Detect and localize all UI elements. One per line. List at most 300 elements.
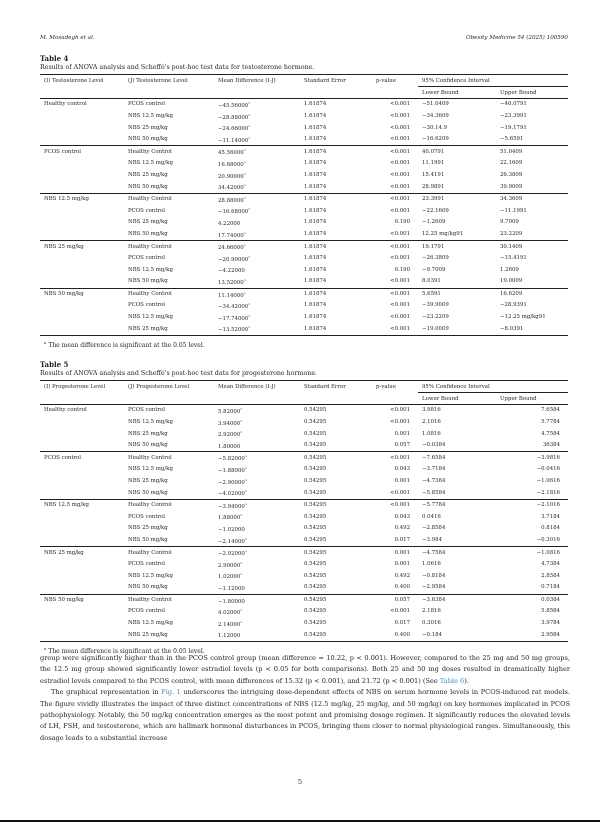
std-err-cell: 1.61874 [304, 255, 327, 262]
significance-marker: a [240, 513, 243, 518]
upper-bound-cell: −3.9816 [536, 454, 560, 461]
table-row [40, 300, 568, 312]
table-4-footnote: $^a$ The mean difference is significant at the 0.05 level. [44, 339, 205, 349]
mean-diff-cell: 2.90000$^a$ [218, 560, 243, 569]
upper-bound-cell: −5.6591 [496, 134, 568, 146]
std-err-cell: 0.54295 [304, 477, 327, 484]
j-level-cell: NBS 50 mg/kg [124, 535, 214, 547]
header-ci: 95% Confidence Interval [422, 383, 490, 390]
j-level-cell: Healthy Control [128, 502, 172, 509]
table-row [40, 618, 568, 630]
p-value-cell: <0.001 [390, 207, 410, 214]
header-mean-diff: Mean Difference (I-J) [218, 383, 276, 390]
significance-marker: a [248, 124, 251, 129]
p-value-cell: <0.001 [372, 134, 418, 146]
upper-bound-cell: 0.7184 [496, 582, 568, 594]
i-level-cell [40, 323, 124, 335]
j-level-cell: Healthy Control [128, 290, 172, 297]
p-value-cell: 0.001 [394, 430, 410, 437]
lower-bound-cell: 1.0816 [422, 430, 441, 437]
i-level-cell [40, 476, 124, 488]
mean-diff-cell: −16.68000$^a$ [218, 207, 251, 216]
significance-marker: a [240, 619, 243, 624]
header-std-err: Standard Error [304, 383, 346, 390]
i-level-cell: PCOS control [44, 454, 82, 461]
lower-bound-cell: 1.0616 [422, 561, 441, 568]
j-level-cell: NBS 50 mg/kg [124, 181, 214, 193]
j-level-cell: NBS 25 mg/kg [128, 525, 168, 532]
mean-diff-cell: 2.14000$^a$ [218, 619, 243, 628]
upper-bound-cell: 1.2609 [500, 266, 519, 273]
lower-bound-cell: −34.3609 [422, 112, 449, 119]
table-row [40, 487, 568, 499]
mean-diff-cell: −28.88000$^a$ [218, 112, 251, 121]
std-err-cell: 0.54295 [304, 430, 327, 437]
i-level-cell [40, 134, 124, 146]
p-value-cell: 0.001 [394, 477, 410, 484]
header-p-value: p-value [376, 77, 396, 84]
lower-bound-cell: −0.8184 [422, 572, 446, 579]
table-row [40, 217, 568, 229]
table-row [40, 606, 568, 618]
j-level-cell: PCOS control [128, 101, 166, 108]
lower-bound-cell: −7.6584 [422, 454, 446, 461]
lower-bound-cell: −23.2209 [422, 314, 449, 321]
table-row [40, 312, 568, 324]
table-row [40, 464, 568, 476]
lower-bound-cell: 5.6591 [422, 290, 441, 297]
page-number: 5 [297, 778, 303, 786]
p-value-cell: 0.057 [394, 596, 410, 603]
std-err-cell: 1.61874 [304, 196, 327, 203]
significance-marker: a [243, 171, 246, 176]
upper-bound-cell: 2.8584 [541, 572, 560, 579]
mean-diff-cell: 5.82000$^a$ [218, 407, 243, 415]
std-err-cell: 0.54295 [300, 487, 372, 499]
table-row [40, 181, 568, 193]
upper-bound-cell: −2.1816 [496, 487, 568, 499]
table-row [40, 323, 568, 335]
lower-bound-cell: −51.0409 [422, 101, 449, 108]
j-level-cell: NBS 25 mg/kg [128, 477, 168, 484]
p-value-cell: 0.190 [394, 219, 410, 226]
header-j-level: (J) Progesterone Level [128, 383, 190, 390]
std-err-cell: 1.61874 [304, 160, 327, 167]
p-value-cell: <0.001 [372, 323, 418, 335]
table-row [40, 629, 568, 641]
mean-diff-cell: −2.92000$^a$ [218, 549, 247, 557]
fig-1-link[interactable]: Fig. 1 [161, 688, 181, 697]
table-4-caption: Results of ANOVA analysis and Scheffé's post-hoc test data for testosterone hormone. [40, 64, 315, 71]
i-level-cell: NBS 12.5 mg/kg [44, 196, 89, 203]
mean-diff-cell: 24.66000$^a$ [218, 243, 246, 251]
significance-marker: a [243, 195, 246, 200]
std-err-cell: 0.54295 [304, 418, 327, 425]
lower-bound-cell: 40.0791 [422, 148, 445, 155]
std-err-cell: 1.61874 [304, 207, 327, 214]
j-level-cell: Healthy Control [128, 196, 172, 203]
upper-bound-cell: 16.6209 [500, 290, 523, 297]
significance-marker: a [248, 135, 251, 140]
j-level-cell: Healthy Control [128, 148, 172, 155]
j-level-cell: PCOS control [128, 207, 166, 214]
lower-bound-cell: −0.0384 [418, 440, 496, 452]
upper-bound-cell: −11.1991 [500, 207, 527, 214]
mean-diff-cell: 11.14000$^a$ [218, 290, 246, 299]
std-err-cell: 1.61874 [304, 243, 327, 250]
i-level-cell [40, 300, 124, 312]
lower-bound-cell: −3.6384 [422, 596, 446, 603]
i-level-cell [40, 170, 124, 182]
std-err-cell: 0.54295 [304, 620, 327, 627]
upper-bound-cell: 4.7584 [541, 430, 560, 437]
j-level-cell: NBS 12.5 mg/kg [128, 314, 173, 321]
i-level-cell [40, 253, 124, 265]
table-row [40, 288, 568, 300]
j-level-cell: Healthy Control [128, 596, 172, 603]
j-level-cell: NBS 50 mg/kg [124, 229, 214, 241]
p-value-cell: <0.001 [390, 171, 410, 178]
std-err-cell: 0.54295 [304, 454, 327, 461]
significance-marker: a [240, 572, 243, 577]
upper-bound-cell: −15.4191 [500, 255, 527, 262]
p-value-cell: 0.017 [372, 535, 418, 547]
p-value-cell: 0.492 [394, 525, 410, 532]
mean-diff-cell: 4.02000$^a$ [218, 608, 243, 616]
significance-marker: a [248, 313, 251, 318]
std-err-cell: 0.54295 [304, 549, 327, 556]
i-level-cell [40, 264, 124, 276]
j-level-cell: NBS 25 mg/kg [124, 323, 214, 335]
mean-diff-cell: 2.92000$^a$ [218, 430, 243, 438]
std-err-cell: 1.61874 [304, 219, 327, 226]
running-head [40, 35, 568, 41]
body-text [40, 653, 570, 744]
p-value-cell: 0.057 [372, 440, 418, 452]
i-level-cell [40, 417, 124, 429]
table-row [40, 452, 568, 464]
i-level-cell [40, 158, 124, 170]
table-row [40, 440, 568, 452]
table-row [40, 134, 568, 146]
table-row [40, 99, 568, 111]
table-row [40, 146, 568, 158]
lower-bound-cell: −0.184 [418, 629, 496, 641]
p-value-cell: <0.001 [390, 124, 410, 131]
upper-bound-cell: 51.0409 [500, 148, 523, 155]
lower-bound-cell: 0.0416 [422, 513, 441, 520]
std-err-cell: 1.61874 [304, 112, 327, 119]
std-err-cell: 1.61874 [304, 302, 327, 309]
std-err-cell: 1.61874 [300, 134, 372, 146]
table-4 [40, 54, 570, 349]
i-level-cell [40, 205, 124, 217]
p-value-cell: <0.001 [390, 608, 410, 615]
table-row [40, 476, 568, 488]
header-p-value: p-value [376, 383, 396, 390]
i-level-cell: Healthy control [44, 101, 87, 108]
table-row [40, 276, 568, 288]
std-err-cell: 1.61874 [304, 290, 327, 297]
i-level-cell [40, 464, 124, 476]
lower-bound-cell: −2.9584 [418, 582, 496, 594]
lower-bound-cell: 19.1791 [422, 243, 445, 250]
std-err-cell: 0.54295 [304, 608, 327, 615]
table-5 [40, 360, 570, 655]
j-level-cell: NBS 50 mg/kg [124, 276, 214, 288]
mean-diff-cell: −4.02000$^a$ [214, 487, 300, 499]
std-err-cell: 1.61874 [304, 101, 327, 108]
lower-bound-cell: −26.3809 [422, 255, 449, 262]
std-err-cell: 0.54295 [304, 572, 327, 579]
i-level-cell: NBS 25 mg/kg [44, 549, 84, 556]
table-row [40, 523, 568, 535]
table-row [40, 594, 568, 606]
upper-bound-cell: 7.6584 [541, 407, 560, 414]
p-value-cell: <0.001 [372, 487, 418, 499]
upper-bound-cell: 9.7009 [500, 219, 519, 226]
table-row [40, 170, 568, 182]
mean-diff-cell: 20.90000$^a$ [218, 171, 246, 180]
significance-marker: a [248, 101, 251, 105]
mean-diff-cell: −24.66000$^a$ [218, 124, 251, 132]
std-err-cell: 1.61874 [300, 181, 372, 193]
p-value-cell: 0.043 [394, 466, 410, 473]
std-err-cell: 0.54295 [304, 596, 327, 603]
lower-bound-cell: 15.4191 [422, 171, 445, 178]
mean-diff-cell: −3.94000$^a$ [218, 501, 247, 510]
significance-marker: a [248, 325, 251, 330]
j-level-cell: PCOS control [128, 561, 166, 568]
significance-marker: a [243, 277, 246, 282]
mean-diff-cell: −20.90000$^a$ [218, 254, 251, 263]
i-level-cell [40, 111, 124, 123]
std-err-cell: 0.54295 [300, 440, 372, 452]
std-err-cell: 0.54295 [300, 535, 372, 547]
significance-marker: a [240, 418, 243, 423]
p-value-cell: 0.492 [394, 572, 410, 579]
std-err-cell: 0.54295 [304, 525, 327, 532]
j-level-cell: NBS 25 mg/kg [128, 124, 168, 131]
j-level-cell: PCOS control [128, 255, 166, 262]
p-value-cell: <0.001 [390, 314, 410, 321]
upper-bound-cell: 0.8184 [541, 525, 560, 532]
table-row [40, 499, 568, 511]
upper-bound-cell: −12.25 mg/kg91 [500, 314, 546, 321]
significance-marker: a [240, 560, 243, 565]
lower-bound-cell: −3.7184 [422, 466, 446, 473]
i-level-cell [40, 535, 124, 547]
paragraph-2: The graphical representation in Fig. 1 underscores the intriguing dose-dependent effects of NBS on serum hormone levels in PCOS-induced rat models. The figure vividly illustrates the impact of three distinct concentrations of NBS (12.5 mg/kg, 25 mg/kg, and 50 mg/kg) on key hormones implicated in PCOS pathophysiology. Notably, the 50 mg/kg concentration emerges as the most potent and promising dosage regimen. It significantly reduces the elevated levels of LH, FSH, and testosterone, which are hallmark hormonal disturbances in PCOS, bringing them closer to normal physiological ranges. Simultaneously, this dosage leads to a substantial increase [40, 688, 570, 742]
mean-diff-cell: −1.12000 [214, 582, 300, 594]
table-row [40, 535, 568, 547]
table-row [40, 229, 568, 241]
std-err-cell: 1.61874 [304, 171, 327, 178]
lower-bound-cell: −4.7584 [422, 549, 446, 556]
table-6-link[interactable]: Table 6 [439, 676, 465, 685]
header-mean-diff: Mean Difference (I-J) [218, 77, 276, 84]
mean-diff-cell: 17.74000$^a$ [214, 229, 300, 241]
i-level-cell [40, 523, 124, 535]
table-4-grid [40, 74, 568, 336]
upper-bound-cell: −1.0616 [536, 477, 560, 484]
std-err-cell: 0.54295 [304, 466, 327, 473]
upper-bound-cell: 2.9584 [496, 629, 568, 641]
j-level-cell: NBS 25 mg/kg [124, 629, 214, 641]
p-value-cell: <0.001 [372, 229, 418, 241]
mean-diff-cell: −4.22000 [218, 268, 245, 275]
table-row [40, 205, 568, 217]
i-level-cell [40, 181, 124, 193]
std-err-cell: 0.54295 [304, 407, 327, 414]
header-upper-bound: Upper Bound [496, 87, 568, 99]
running-head-authors: M. Mosadegh et al. [40, 35, 95, 41]
mean-diff-cell: −34.42000$^a$ [218, 302, 251, 310]
upper-bound-cell: −1.0816 [536, 549, 560, 556]
mean-diff-cell: 28.88000$^a$ [218, 195, 246, 204]
i-level-cell: NBS 50 mg/kg [44, 596, 84, 603]
i-level-cell: NBS 12.5 mg/kg [44, 502, 89, 509]
mean-diff-cell: 45.56000$^a$ [218, 148, 246, 157]
upper-bound-cell: −19.1791 [500, 124, 527, 131]
lower-bound-cell: −16.6209 [418, 134, 496, 146]
i-level-cell [40, 570, 124, 582]
mean-diff-cell: 1.80000 [214, 440, 300, 452]
p-value-cell: <0.001 [390, 196, 410, 203]
upper-bound-cell: 5.7784 [541, 418, 560, 425]
lower-bound-cell: −22.1609 [422, 207, 449, 214]
header-lower-bound: Lower Bound [418, 87, 496, 99]
significance-marker: a [240, 407, 243, 411]
upper-bound-cell: 19.0009 [496, 276, 568, 288]
table-4-label: Table 4 [40, 54, 69, 63]
table-row [40, 428, 568, 440]
p-value-cell: <0.001 [390, 418, 410, 425]
mean-diff-cell: −45.56000$^a$ [218, 101, 251, 109]
table-row [40, 241, 568, 253]
p-value-cell: <0.001 [390, 407, 410, 414]
table-row [40, 405, 568, 417]
j-level-cell: NBS 50 mg/kg [124, 487, 214, 499]
i-level-cell [40, 428, 124, 440]
header-i-level: (I) Testosterone Level [44, 77, 104, 84]
lower-bound-cell: 12.25 mg/kg91 [418, 229, 496, 241]
std-err-cell: 1.61874 [304, 266, 327, 273]
std-err-cell: 1.61874 [300, 276, 372, 288]
lower-bound-cell: 28.9891 [418, 181, 496, 193]
table-5-caption: Results of ANOVA analysis and Scheffé's post-hoc test data for progesterone hormone. [40, 370, 318, 377]
j-level-cell: NBS 12.5 mg/kg [128, 466, 173, 473]
j-level-cell: Healthy Control [128, 549, 172, 556]
i-level-cell [40, 629, 124, 641]
lower-bound-cell: −4.7384 [422, 477, 446, 484]
p-value-cell: <0.001 [390, 454, 410, 461]
upper-bound-cell: 3.7184 [541, 513, 560, 520]
mean-diff-cell: −2.14000$^a$ [214, 535, 300, 547]
significance-marker: a [244, 477, 247, 482]
upper-bound-cell: 23.2209 [496, 229, 568, 241]
lower-bound-cell: 23.3991 [422, 196, 445, 203]
i-level-cell [40, 582, 124, 594]
header-i-level: (I) Progesterone Level [44, 383, 106, 390]
upper-bound-cell: 34.3609 [500, 196, 523, 203]
j-level-cell: NBS 25 mg/kg [128, 171, 168, 178]
header-std-err: Standard Error [304, 77, 346, 84]
j-level-cell: NBS 50 mg/kg [124, 440, 214, 452]
significance-marker: a [244, 465, 247, 470]
j-level-cell: NBS 12.5 mg/kg [128, 266, 173, 273]
upper-bound-cell: −0.0416 [536, 466, 560, 473]
j-level-cell: PCOS control [128, 608, 166, 615]
i-level-cell [40, 312, 124, 324]
mean-diff-cell: 16.68000$^a$ [218, 159, 246, 168]
significance-marker: a [243, 230, 246, 235]
significance-marker: a [244, 501, 247, 506]
p-value-cell: 0.400 [372, 629, 418, 641]
lower-bound-cell: −39.9009 [422, 302, 449, 309]
table-row [40, 253, 568, 265]
mean-diff-cell: −5.82000$^a$ [218, 454, 247, 463]
mean-diff-cell: 1.88000$^a$ [218, 513, 243, 522]
table-row [40, 511, 568, 523]
i-level-cell [40, 618, 124, 630]
lower-bound-cell: −5.8584 [418, 487, 496, 499]
std-err-cell: 1.61874 [304, 148, 327, 155]
i-level-cell: NBS 50 mg/kg [44, 290, 84, 297]
table-5-label: Table 5 [40, 360, 69, 369]
i-level-cell: NBS 25 mg/kg [44, 243, 84, 250]
upper-bound-cell: 22.1609 [500, 160, 523, 167]
upper-bound-cell: 36384 [496, 440, 568, 452]
significance-marker: a [243, 159, 246, 164]
std-err-cell: 1.61874 [300, 323, 372, 335]
upper-bound-cell: 4.7384 [541, 561, 560, 568]
mean-diff-cell: −11.14000$^a$ [214, 134, 300, 146]
std-err-cell: 0.54295 [300, 582, 372, 594]
j-level-cell: NBS 12.5 mg/kg [128, 418, 173, 425]
lower-bound-cell: 11.1991 [422, 160, 445, 167]
j-level-cell: PCOS control [128, 513, 166, 520]
i-level-cell [40, 511, 124, 523]
table-row [40, 122, 568, 134]
significance-marker: a [243, 243, 246, 248]
significance-marker: a [248, 112, 251, 117]
lower-bound-cell: 2.1016 [422, 418, 441, 425]
p-value-cell: <0.001 [390, 101, 410, 108]
lower-bound-cell: −1.2609 [422, 219, 446, 226]
table-row [40, 570, 568, 582]
mean-diff-cell: −2.90000$^a$ [218, 477, 247, 486]
p-value-cell: 0.017 [394, 620, 410, 627]
std-err-cell: 0.54295 [304, 502, 327, 509]
std-err-cell: 0.54295 [304, 561, 327, 568]
j-level-cell: NBS 12.5 mg/kg [128, 620, 173, 627]
significance-marker: a [243, 183, 246, 188]
upper-bound-cell: 0.0384 [541, 596, 560, 603]
header-ci: 95% Confidence Interval [422, 77, 490, 84]
upper-bound-cell: −0.3016 [496, 535, 568, 547]
mean-diff-cell: −1.02000 [218, 526, 245, 533]
j-level-cell: NBS 25 mg/kg [128, 219, 168, 226]
paragraph-1: group were significantly higher than in the PCOS control group (mean difference = 10.22, p < 0.001). However, compared to the 25 mg and 50 mg groups, the 12.5 mg group showed significantly lower estradiol levels (p < 0.05 for both comparisons). Both 25 and 50 mg doses resulted in dramatically higher estradiol levels compared to the PCOS control, with mean differences of 15.32 (p < 0.001), and 21.72 (p < 0.001) (See Table 6). [40, 654, 570, 685]
upper-bound-cell: 39.9009 [496, 181, 568, 193]
i-level-cell [40, 229, 124, 241]
i-level-cell [40, 559, 124, 571]
upper-bound-cell: −28.9391 [500, 302, 527, 309]
lower-bound-cell: −9.7009 [422, 266, 446, 273]
j-level-cell: NBS 25 mg/kg [128, 430, 168, 437]
significance-marker: a [248, 254, 251, 259]
